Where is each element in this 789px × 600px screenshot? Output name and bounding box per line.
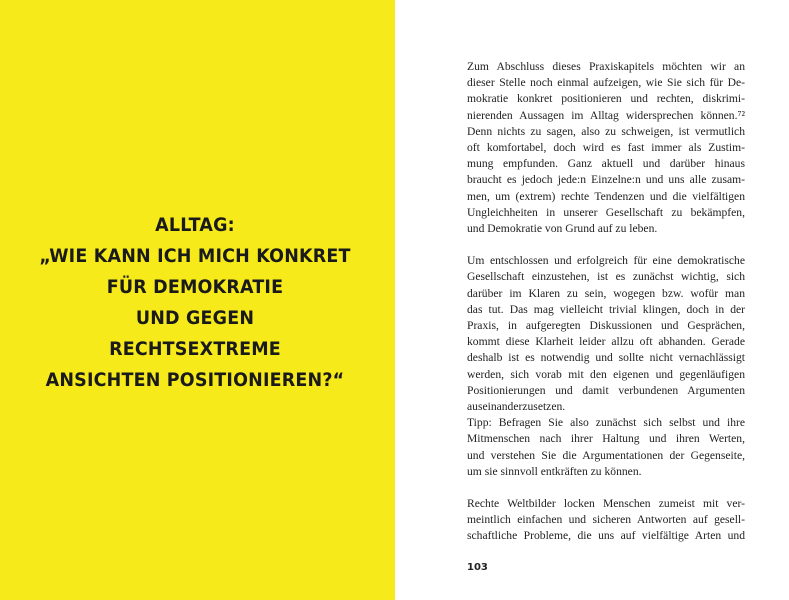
text-line: men, um (extrem) rechte Tendenzen und die vielfältigen xyxy=(467,189,745,203)
text-line: Um entschlossen und erfolgreich für eine demokratische xyxy=(467,254,745,268)
text-line: werden, sich vorab mit den eigenen und gegenläufigen xyxy=(467,367,745,381)
paragraph xyxy=(467,59,745,237)
text-line: meintlich einfachen und sicheren Antworten auf gesell- xyxy=(467,513,745,527)
text-line: Ungleichheiten in unserer Gesellschaft zu bekämpfen, xyxy=(467,205,745,219)
text-line: und Demokratie von Grund auf zu leben. xyxy=(467,222,658,236)
text-line: nierenden Aussagen im Alltag widersprechen können.⁷² xyxy=(467,108,745,122)
paragraph xyxy=(467,496,745,545)
text-line: kommt diese Klarheit leider allzu oft abhanden. Gerade xyxy=(467,335,745,349)
text-line: dieser Stelle noch einmal aufzeigen, wie Sie sich für De- xyxy=(467,76,745,90)
text-line: deshalb ist es notwendig und sollte nicht vernachlässigt xyxy=(467,351,745,365)
text-line: Mitmenschen nach ihrer Haltung und ihren Werten, xyxy=(467,432,745,446)
body-text xyxy=(467,59,745,545)
text-line: Tipp: Befragen Sie also zunächst sich selbst und ihre xyxy=(467,416,745,430)
text-line: Positionierungen und damit verbundenen Argumenten xyxy=(467,383,745,397)
paragraph xyxy=(467,415,745,480)
chapter-headline xyxy=(34,210,356,396)
text-line: mokratie konkret positionieren und rechten, diskrimi- xyxy=(467,92,745,106)
headline-line: ALLTAG: xyxy=(155,214,235,236)
paragraph xyxy=(467,253,745,415)
text-line: Praxis, in aufgeregten Diskussionen und Gesprächen, xyxy=(467,319,745,333)
headline-line: UND GEGEN xyxy=(135,307,255,329)
text-line: Zum Abschluss dieses Praxiskapitels möchten wir an xyxy=(467,60,745,73)
text-line: oft komfortabel, doch wird es fast immer als Zustim- xyxy=(467,141,745,155)
text-line: Rechte Weltbilder locken Menschen zumeist mit ver- xyxy=(467,497,745,511)
right-page xyxy=(395,0,789,600)
page-number: 103 xyxy=(467,562,488,573)
text-line: mung empfunden. Ganz aktuell und darüber hinaus xyxy=(467,157,745,171)
headline-line: „WIE KANN ICH MICH KONKRET xyxy=(39,245,351,267)
text-line: Denn nichts zu sagen, also zu schweigen, ist vermutlich xyxy=(467,124,745,138)
text-line: auseinanderzusetzen. xyxy=(467,400,566,414)
text-line: das tut. Das mag vielleicht trivial klingen, doch in der xyxy=(467,302,745,316)
text-line: braucht es jedoch jede:n Einzelne:n und uns alle zusam- xyxy=(467,173,745,187)
text-line: schaftliche Probleme, die uns auf vielfältige Arten und xyxy=(467,529,745,543)
text-line: um sie sinnvoll entkräften zu können. xyxy=(467,464,642,478)
headline-line: RECHTSEXTREME xyxy=(109,338,281,360)
text-line: Gesellschaft einzustehen, ist es zunächst wichtig, sich xyxy=(467,270,745,284)
headline-line: FÜR DEMOKRATIE xyxy=(106,276,284,298)
text-line: darüber im Klaren zu sein, wogegen bzw. wofür man xyxy=(467,286,745,300)
headline-line: ANSICHTEN POSITIONIEREN?“ xyxy=(45,369,345,391)
text-line: und verstehen Sie die Argumentationen der Gegenseite, xyxy=(467,448,745,462)
